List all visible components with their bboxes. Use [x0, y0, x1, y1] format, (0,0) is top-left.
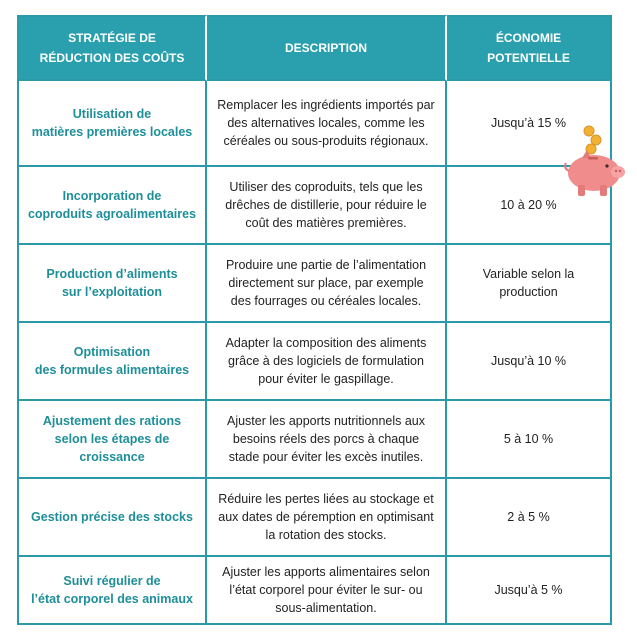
- row-7-description: [207, 557, 447, 625]
- row-6-strategy: [17, 479, 207, 557]
- description-text: Utiliser des coproduits, tels que les drêches de distillerie, pour réduire le coût des matières premières.: [225, 180, 427, 230]
- cost-reduction-table: [17, 15, 612, 625]
- description-text: Adapter la composition des aliments grâce à des logiciels de formulation pour éviter le gaspillage.: [225, 336, 427, 386]
- row-5-strategy: [17, 401, 207, 479]
- description-text: Ajuster les apports alimentaires selon l’état corporel pour éviter le sur- ou sous-alimentation.: [222, 565, 430, 615]
- header-economy-label: ÉCONOMIE POTENTIELLE: [487, 31, 570, 65]
- strategy-text: Suivi régulier de l’état corporel des animaux: [31, 574, 193, 606]
- row-7-economy: [447, 557, 612, 625]
- coin-icon: [591, 135, 601, 145]
- description-text: Remplacer les ingrédients importés par des alternatives locales, comme les céréales ou sous-produits régionaux.: [217, 98, 435, 148]
- strategy-text: Production d’aliments sur l’exploitation: [46, 267, 178, 299]
- economy-text: 10 à 20 %: [500, 198, 557, 212]
- economy-text: 5 à 10 %: [503, 432, 554, 446]
- economy-text: Variable selon la production: [482, 267, 575, 299]
- strategy-text: Ajustement des rations selon les étapes de croissance: [42, 414, 182, 464]
- economy-text: Jusqu’à 5 %: [494, 583, 563, 597]
- row-1-description: [207, 81, 447, 167]
- economy-text: 2 à 5 %: [507, 510, 550, 524]
- row-2-strategy: [17, 167, 207, 245]
- description-text: Réduire les pertes liées au stockage et aux dates de péremption en optimisant la rotation des stocks.: [218, 492, 434, 542]
- header-description: [207, 15, 447, 81]
- piggy-bank-icon: [558, 125, 628, 200]
- row-4-description: [207, 323, 447, 401]
- header-strategy-label: STRATÉGIE DE RÉDUCTION DES COÛTS: [39, 31, 185, 65]
- row-5-economy: [447, 401, 612, 479]
- header-strategy: [17, 15, 207, 81]
- header-description-label: DESCRIPTION: [284, 41, 367, 55]
- strategy-text: Incorporation de coproduits agroalimentaires: [27, 189, 197, 221]
- coin-icon: [584, 126, 594, 136]
- row-5-description: [207, 401, 447, 479]
- strategy-text: Optimisation des formules alimentaires: [34, 345, 190, 377]
- row-3-description: [207, 245, 447, 323]
- row-6-description: [207, 479, 447, 557]
- description-text: Produire une partie de l’alimentation directement sur place, par exemple des fourrages ou céréales locales.: [225, 258, 427, 308]
- header-economy: [447, 15, 612, 81]
- row-1-strategy: [17, 81, 207, 167]
- row-6-economy: [447, 479, 612, 557]
- row-2-description: [207, 167, 447, 245]
- strategy-text: Utilisation de matières premières locales: [31, 107, 193, 139]
- economy-text: Jusqu’à 15 %: [490, 116, 567, 130]
- row-4-strategy: [17, 323, 207, 401]
- row-3-economy: [447, 245, 612, 323]
- row-3-strategy: [17, 245, 207, 323]
- description-text: Ajuster les apports nutritionnels aux besoins réels des porcs à chaque stade pour éviter les excès inutiles.: [226, 414, 426, 464]
- economy-text: Jusqu’à 10 %: [490, 354, 567, 368]
- row-4-economy: [447, 323, 612, 401]
- row-7-strategy: [17, 557, 207, 625]
- strategy-text: Gestion précise des stocks: [31, 510, 193, 524]
